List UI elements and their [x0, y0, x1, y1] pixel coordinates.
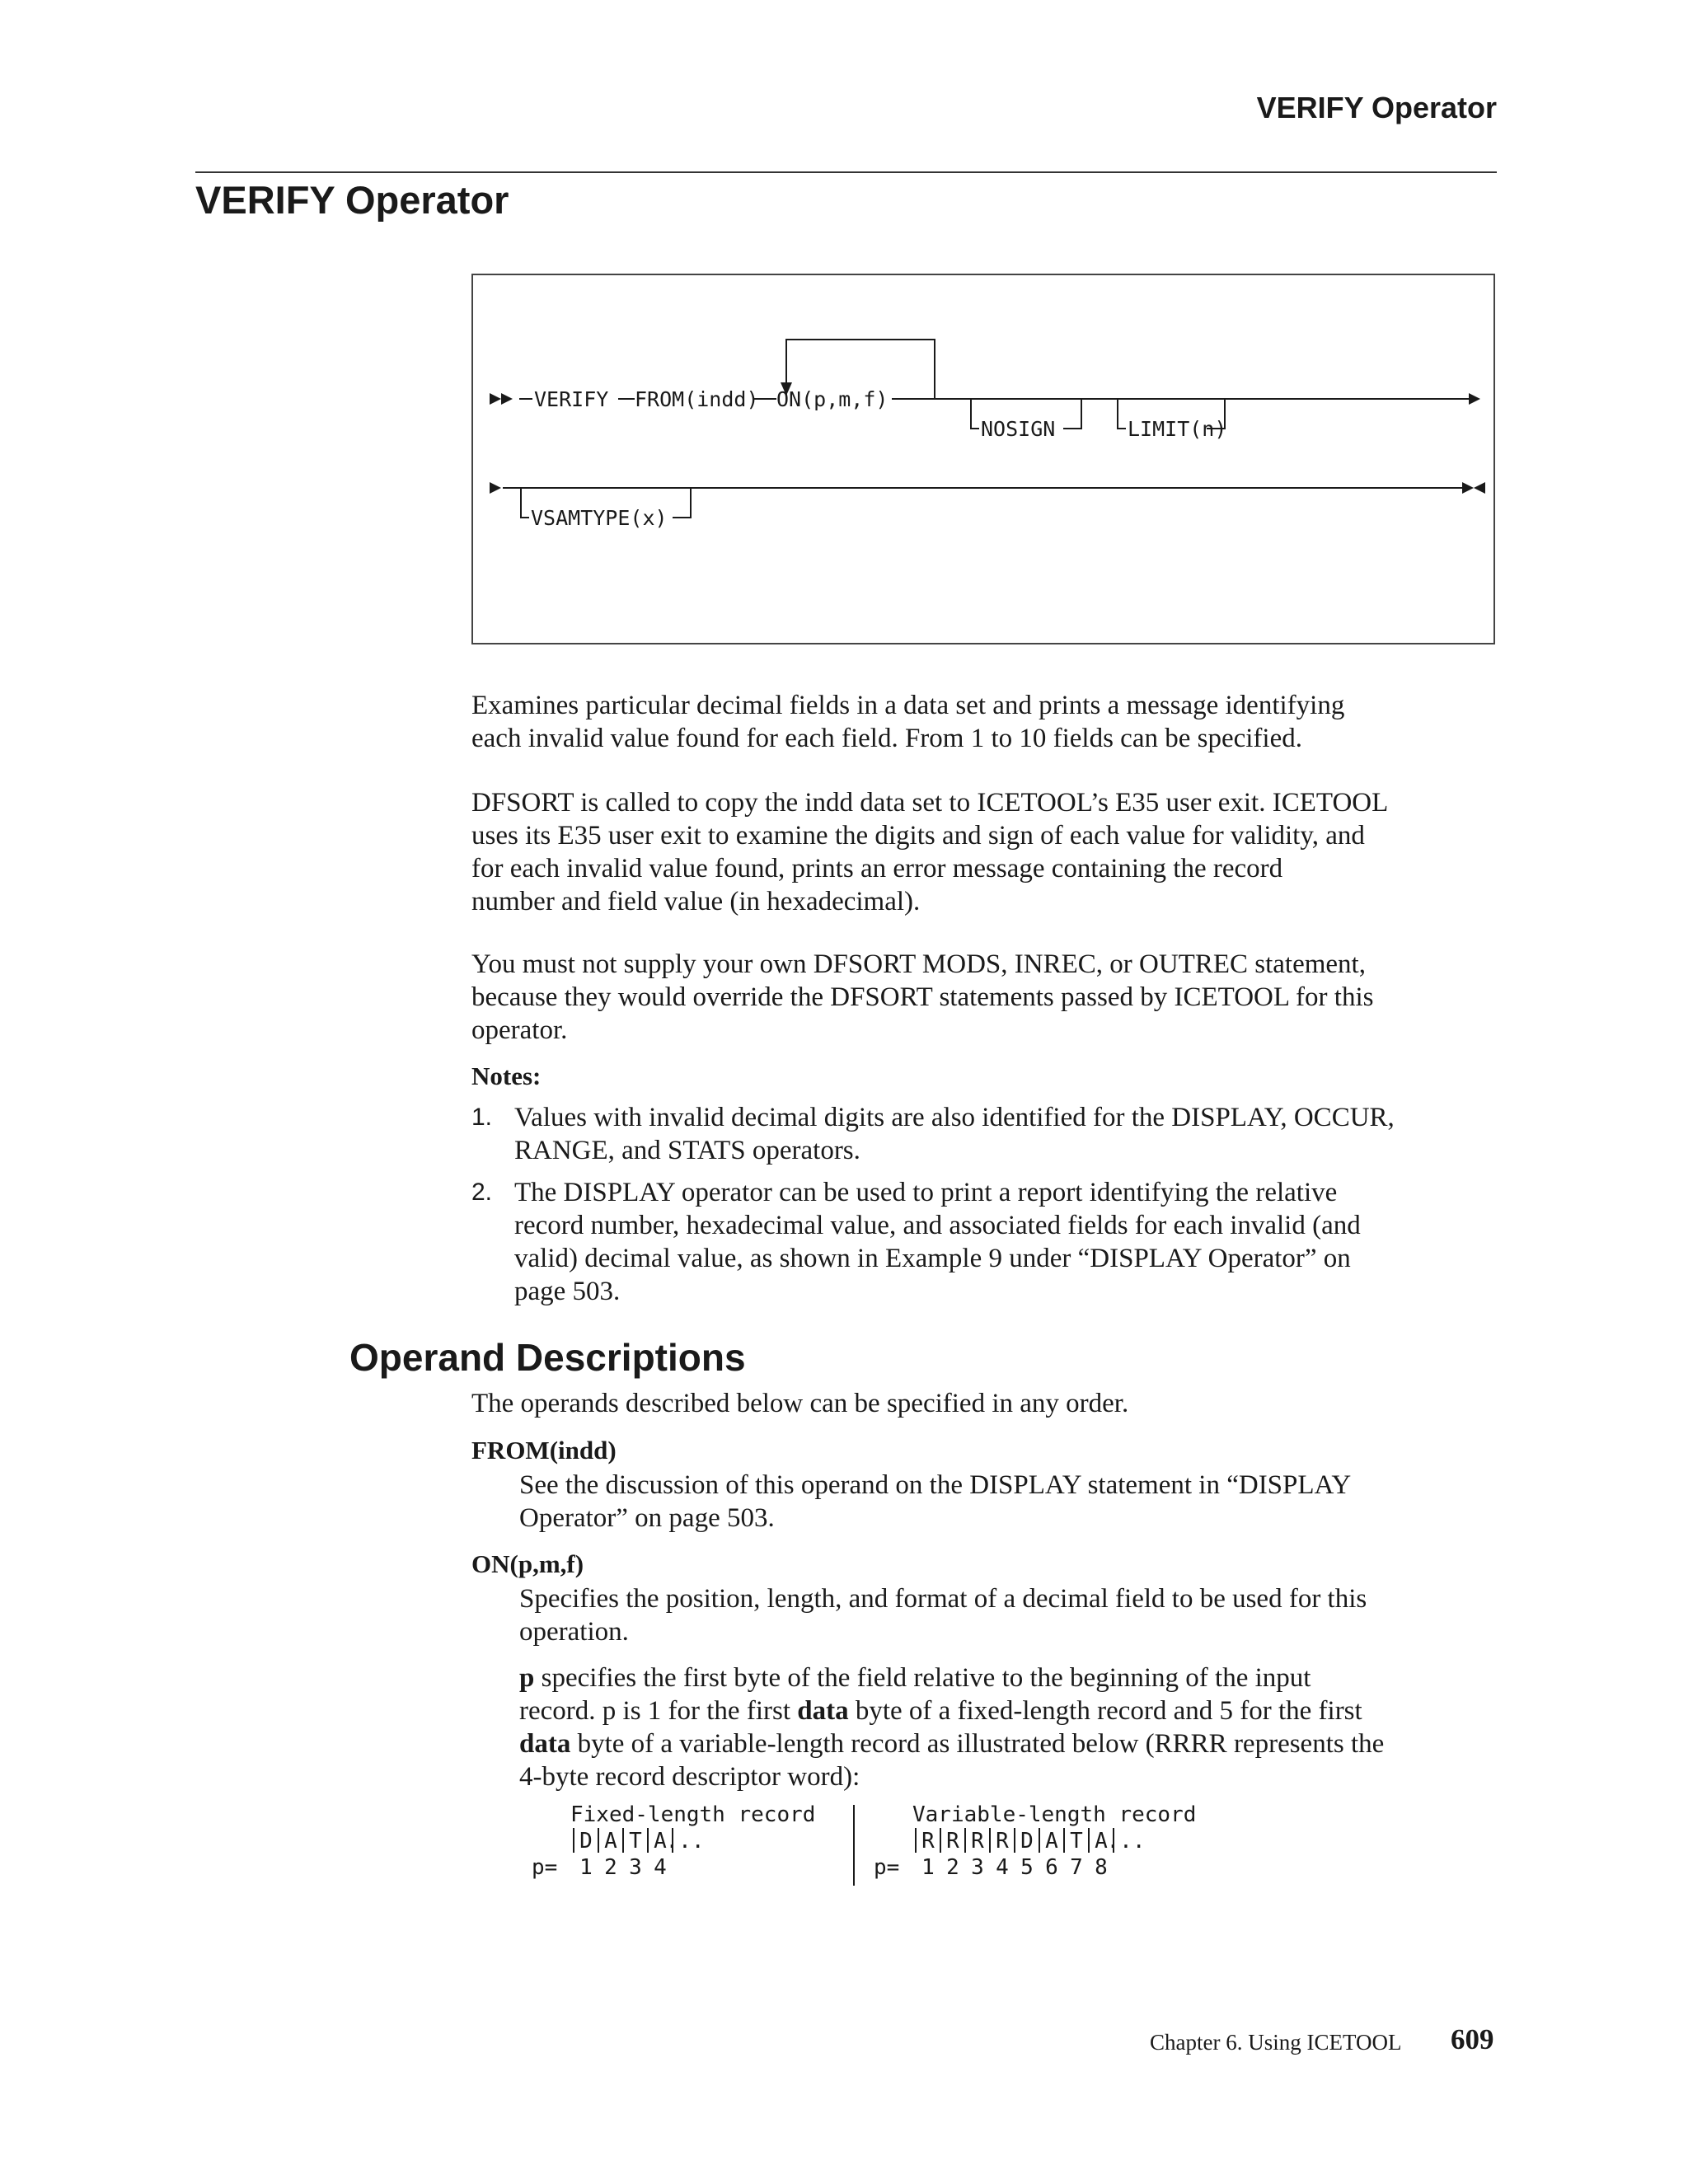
variable-position: 5 [1020, 1855, 1034, 1880]
desc-line [519, 1694, 1500, 1727]
desc-text: byte of a fixed-length record and 5 for the first [848, 1696, 1362, 1726]
running-header: VERIFY Operator [1256, 91, 1497, 124]
header-rule [195, 171, 1497, 173]
fixed-cell: T [629, 1829, 642, 1854]
operand-desc-on [519, 1582, 1500, 1648]
operand-term-on: ON(p,m,f) [471, 1549, 584, 1578]
desc-text: record. p is 1 for the first [519, 1696, 798, 1726]
syntax-on: ON(p,m,f) [776, 387, 889, 411]
bold-term: data [519, 1729, 571, 1759]
fixed-cell: ... [665, 1829, 705, 1854]
operand-term-from: FROM(indd) [471, 1436, 617, 1465]
variable-cell: R [946, 1829, 959, 1854]
fixed-position: 3 [629, 1855, 642, 1880]
bold-term: p [519, 1663, 535, 1693]
operands-intro: The operands described below can be specified in any order. [471, 1389, 1129, 1418]
p-label: p= [532, 1855, 558, 1880]
footer-chapter: Chapter 6. Using ICETOOL [1150, 2030, 1402, 2055]
variable-position: 1 [921, 1855, 935, 1880]
note-line: RANGE, and STATS operators. [514, 1136, 860, 1165]
variable-position: 6 [1045, 1855, 1058, 1880]
operand-desc-p [519, 1661, 1500, 1793]
variable-cell: R [971, 1829, 984, 1854]
syntax-limit: LIMIT(n) [1128, 417, 1227, 441]
fixed-record-title: Fixed-length record [570, 1802, 816, 1827]
paragraph-line: because they would override the DFSORT statements passed by ICETOOL for this [471, 982, 1374, 1012]
paragraph-mods [471, 948, 1498, 1047]
paragraph-line: uses its E35 user exit to examine the digits and sign of each value for validity, and [471, 821, 1365, 851]
variable-position: 2 [946, 1855, 959, 1880]
paragraph-description [471, 689, 1498, 755]
notes-label: Notes: [471, 1062, 542, 1090]
fixed-cell: D [579, 1829, 593, 1854]
fixed-cell: A [654, 1829, 667, 1854]
variable-record-title: Variable-length record [912, 1802, 1197, 1827]
note-item [471, 1101, 1502, 1167]
paragraph-line: number and field value (in hexadecimal). [471, 887, 921, 916]
paragraph-line: for each invalid value found, prints an error message containing the record [471, 854, 1283, 883]
note-line: valid) decimal value, as shown in Example 9 under “DISPLAY Operator” on [514, 1244, 1351, 1273]
paragraph-line: Examines particular decimal fields in a data set and prints a message identifying [471, 691, 1345, 720]
section-title: VERIFY Operator [195, 178, 509, 222]
variable-position: 7 [1070, 1855, 1083, 1880]
fixed-position: 1 [579, 1855, 593, 1880]
note-line: record number, hexadecimal value, and associated fields for each invalid (and [514, 1211, 1361, 1240]
variable-position: 4 [996, 1855, 1009, 1880]
syntax-verify: VERIFY [534, 387, 609, 411]
note-number: 1. [471, 1104, 493, 1131]
fixed-position: 2 [604, 1855, 617, 1880]
variable-cell: D [1020, 1829, 1034, 1854]
variable-position: 8 [1095, 1855, 1108, 1880]
fixed-cell: A [604, 1829, 617, 1854]
note-number: 2. [471, 1179, 493, 1206]
syntax-diagram [471, 274, 1495, 644]
syntax-nosign: NOSIGN [981, 417, 1056, 441]
fixed-position: 4 [654, 1855, 667, 1880]
desc-line: Specifies the position, length, and format of a decimal field to be used for this [519, 1584, 1367, 1614]
operand-desc-from [519, 1469, 1500, 1535]
note-item [471, 1176, 1502, 1308]
paragraph-line: each invalid value found for each field. From 1 to 10 fields can be specified. [471, 724, 1302, 753]
record-layout-diagram [528, 1800, 1434, 1899]
desc-line [519, 1661, 1500, 1694]
note-line: Values with invalid decimal digits are also identified for the DISPLAY, OCCUR, [514, 1103, 1395, 1132]
subsection-title: Operand Descriptions [349, 1336, 746, 1379]
syntax-diagram-svg [473, 275, 1497, 646]
desc-line [519, 1727, 1500, 1760]
paragraph-dfsort [471, 786, 1498, 918]
syntax-vsamtype: VSAMTYPE(x) [531, 506, 668, 530]
variable-cell: T [1070, 1829, 1083, 1854]
p-label: p= [874, 1855, 900, 1880]
variable-cell: R [996, 1829, 1009, 1854]
paragraph-line: DFSORT is called to copy the indd data set to ICETOOL’s E35 user exit. ICETOOL [471, 788, 1389, 818]
desc-line: 4-byte record descriptor word): [519, 1762, 860, 1792]
variable-cell: A [1045, 1829, 1058, 1854]
variable-cell: ... [1106, 1829, 1146, 1854]
page-number: 609 [1451, 2023, 1494, 2055]
note-line: page 503. [514, 1277, 621, 1306]
desc-line: See the discussion of this operand on the DISPLAY statement in “DISPLAY [519, 1470, 1352, 1500]
syntax-from: FROM(indd) [635, 387, 759, 411]
desc-text: specifies the first byte of the field relative to the beginning of the input [534, 1663, 1311, 1693]
bold-term: data [797, 1696, 849, 1726]
paragraph-line: You must not supply your own DFSORT MODS, INREC, or OUTREC statement, [471, 949, 1366, 979]
desc-text: byte of a variable-length record as illustrated below (RRRR represents the [570, 1729, 1385, 1759]
paragraph-line: operator. [471, 1015, 568, 1045]
variable-cell: R [921, 1829, 935, 1854]
note-line: The DISPLAY operator can be used to print a report identifying the relative [514, 1178, 1338, 1207]
variable-cell: A [1095, 1829, 1108, 1854]
desc-line: Operator” on page 503. [519, 1503, 775, 1533]
desc-line: operation. [519, 1617, 629, 1647]
variable-position: 3 [971, 1855, 984, 1880]
